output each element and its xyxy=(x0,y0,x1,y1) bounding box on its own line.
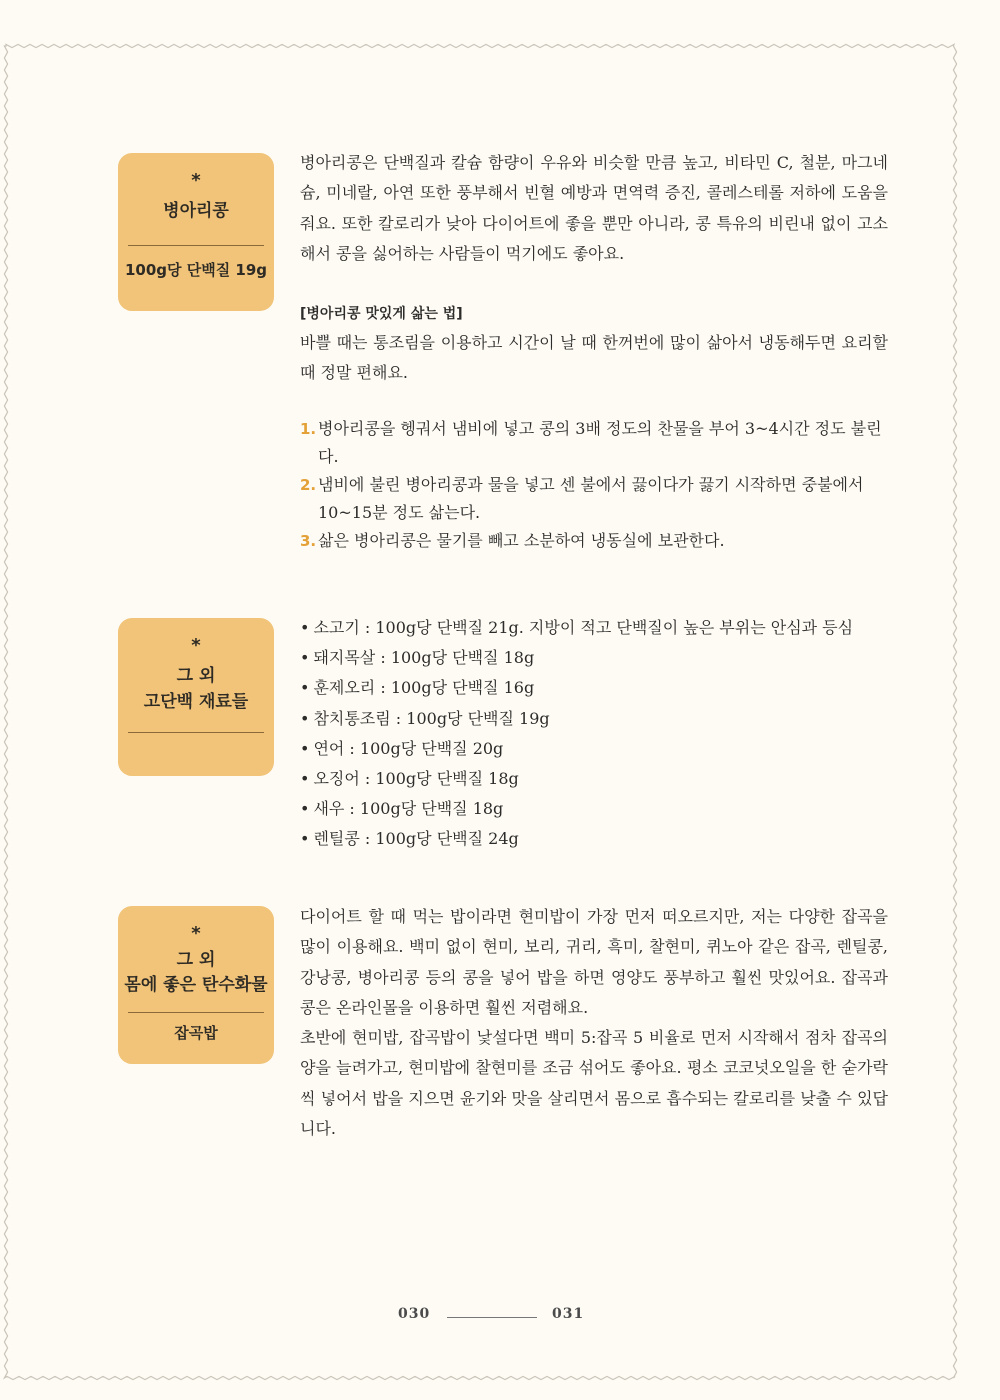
bullet-icon: • xyxy=(300,738,310,758)
tag-title-line-1: 그 외 xyxy=(176,950,216,970)
tag-title: 병아리콩 xyxy=(163,201,229,221)
asterisk: * xyxy=(191,923,201,944)
page-numbers xyxy=(0,1304,1000,1330)
list-item xyxy=(300,794,853,824)
asterisk: * xyxy=(191,635,201,656)
list-item-text: 소고기 : 100g당 단백질 21g. 지방이 적고 단백질이 높은 부위는 안심과 등심 xyxy=(313,618,854,637)
protein-list xyxy=(300,613,853,855)
chickpea-intro: 병아리콩은 단백질과 칼슘 함량이 우유와 비슷할 만큼 높고, 비타민 C, 철분, 마그네슘, 미네랄, 아연 또한 풍부해서 빈혈 예방과 면역력 증진, 콜레스테롤 저하에 도움을 줘요. 또한 칼로리가 낮아 다이어트에 좋을 뿐만 아니라, 콩 특유의 비린내 없이 고소해서 콩을 싫어하는 사람들이 먹기에도 좋아요. xyxy=(300,153,888,263)
divider xyxy=(128,1012,264,1013)
list-item xyxy=(300,613,853,643)
cooking-tip: 바쁠 때는 통조림을 이용하고 시간이 날 때 한꺼번에 많이 삶아서 냉동해두면 요리할 때 정말 편해요. xyxy=(300,333,888,383)
step-number: 1. xyxy=(300,420,317,438)
cooking-heading: [병아리콩 맛있게 삶는 법] xyxy=(300,306,463,322)
bullet-icon: • xyxy=(300,648,310,668)
bullet-icon: • xyxy=(300,799,310,819)
step-text: 삶은 병아리콩은 물기를 빼고 소분하여 냉동실에 보관한다. xyxy=(318,531,725,550)
asterisk: * xyxy=(191,170,201,191)
protein-tag xyxy=(118,618,274,776)
step-number: 2. xyxy=(300,476,317,494)
tag-subtitle: 잡곡밥 xyxy=(174,1024,218,1042)
divider xyxy=(128,732,264,733)
bullet-icon: • xyxy=(300,829,310,849)
divider xyxy=(128,245,264,246)
list-item xyxy=(300,734,853,764)
carbs-tag xyxy=(118,906,274,1064)
list-item-text: 렌틸콩 : 100g당 단백질 24g xyxy=(313,829,519,849)
step-number: 3. xyxy=(300,532,317,550)
bullet-icon: • xyxy=(300,769,310,789)
list-item-text: 훈제오리 : 100g당 단백질 16g xyxy=(313,678,535,698)
step-3 xyxy=(300,527,888,555)
page-number-divider xyxy=(447,1317,537,1318)
tag-subtitle: 100g당 단백질 19g xyxy=(124,261,268,279)
page-number-right: 031 xyxy=(552,1306,585,1322)
step-1 xyxy=(300,415,888,471)
list-item xyxy=(300,673,853,703)
tag-title-line-2: 고단백 재료들 xyxy=(143,692,249,712)
bullet-icon: • xyxy=(300,678,310,698)
bullet-icon: • xyxy=(300,708,310,728)
list-item-text: 연어 : 100g당 단백질 20g xyxy=(313,738,504,758)
list-item xyxy=(300,764,853,794)
bullet-icon: • xyxy=(300,618,310,637)
list-item-text: 오징어 : 100g당 단백질 18g xyxy=(313,769,519,789)
chickpea-tag xyxy=(118,153,274,311)
step-text: 냄비에 불린 병아리콩과 물을 넣고 센 불에서 끓이다가 끓기 시작하면 중불에서 10~15분 정도 삶는다. xyxy=(318,475,864,522)
tag-title-line-2: 몸에 좋은 탄수화물 xyxy=(124,975,268,995)
list-item xyxy=(300,824,853,854)
list-item-text: 새우 : 100g당 단백질 18g xyxy=(313,799,504,819)
carbs-paragraph-2: 초반에 현미밥, 잡곡밥이 낯설다면 백미 5:잡곡 5 비율로 먼저 시작해서 점차 잡곡의 양을 늘려가고, 현미밥에 찰현미를 조금 섞어도 좋아요. 평소 코코넛오일을 한 숟가락씩 넣어서 밥을 지으면 윤기와 맛을 살리면서 몸으로 흡수되는 칼로리를 낮출 수 있답니다. xyxy=(300,1028,888,1138)
page-number-left: 030 xyxy=(398,1306,431,1322)
list-item xyxy=(300,704,853,734)
list-item-text: 돼지목살 : 100g당 단백질 18g xyxy=(313,648,535,668)
tag-title-line-1: 그 외 xyxy=(176,666,216,686)
step-2 xyxy=(300,471,888,527)
list-item xyxy=(300,643,853,673)
carbs-paragraph-1: 다이어트 할 때 먹는 밥이라면 현미밥이 가장 먼저 떠오르지만, 저는 다양한 잡곡을 많이 이용해요. 백미 없이 현미, 보리, 귀리, 흑미, 찰현미, 퀴노아 같은 잡곡, 렌틸콩, 강낭콩, 병아리콩 등의 콩을 넣어 밥을 하면 영양도 풍부하고 훨씬 맛있어요. 잡곡과 콩은 온라인몰을 이용하면 훨씬 저렴해요. xyxy=(300,907,888,1017)
list-item-text: 참치통조림 : 100g당 단백질 19g xyxy=(313,708,550,728)
step-text: 병아리콩을 헹궈서 냄비에 넣고 콩의 3배 정도의 찬물을 부어 3~4시간 정도 불린다. xyxy=(318,419,882,466)
